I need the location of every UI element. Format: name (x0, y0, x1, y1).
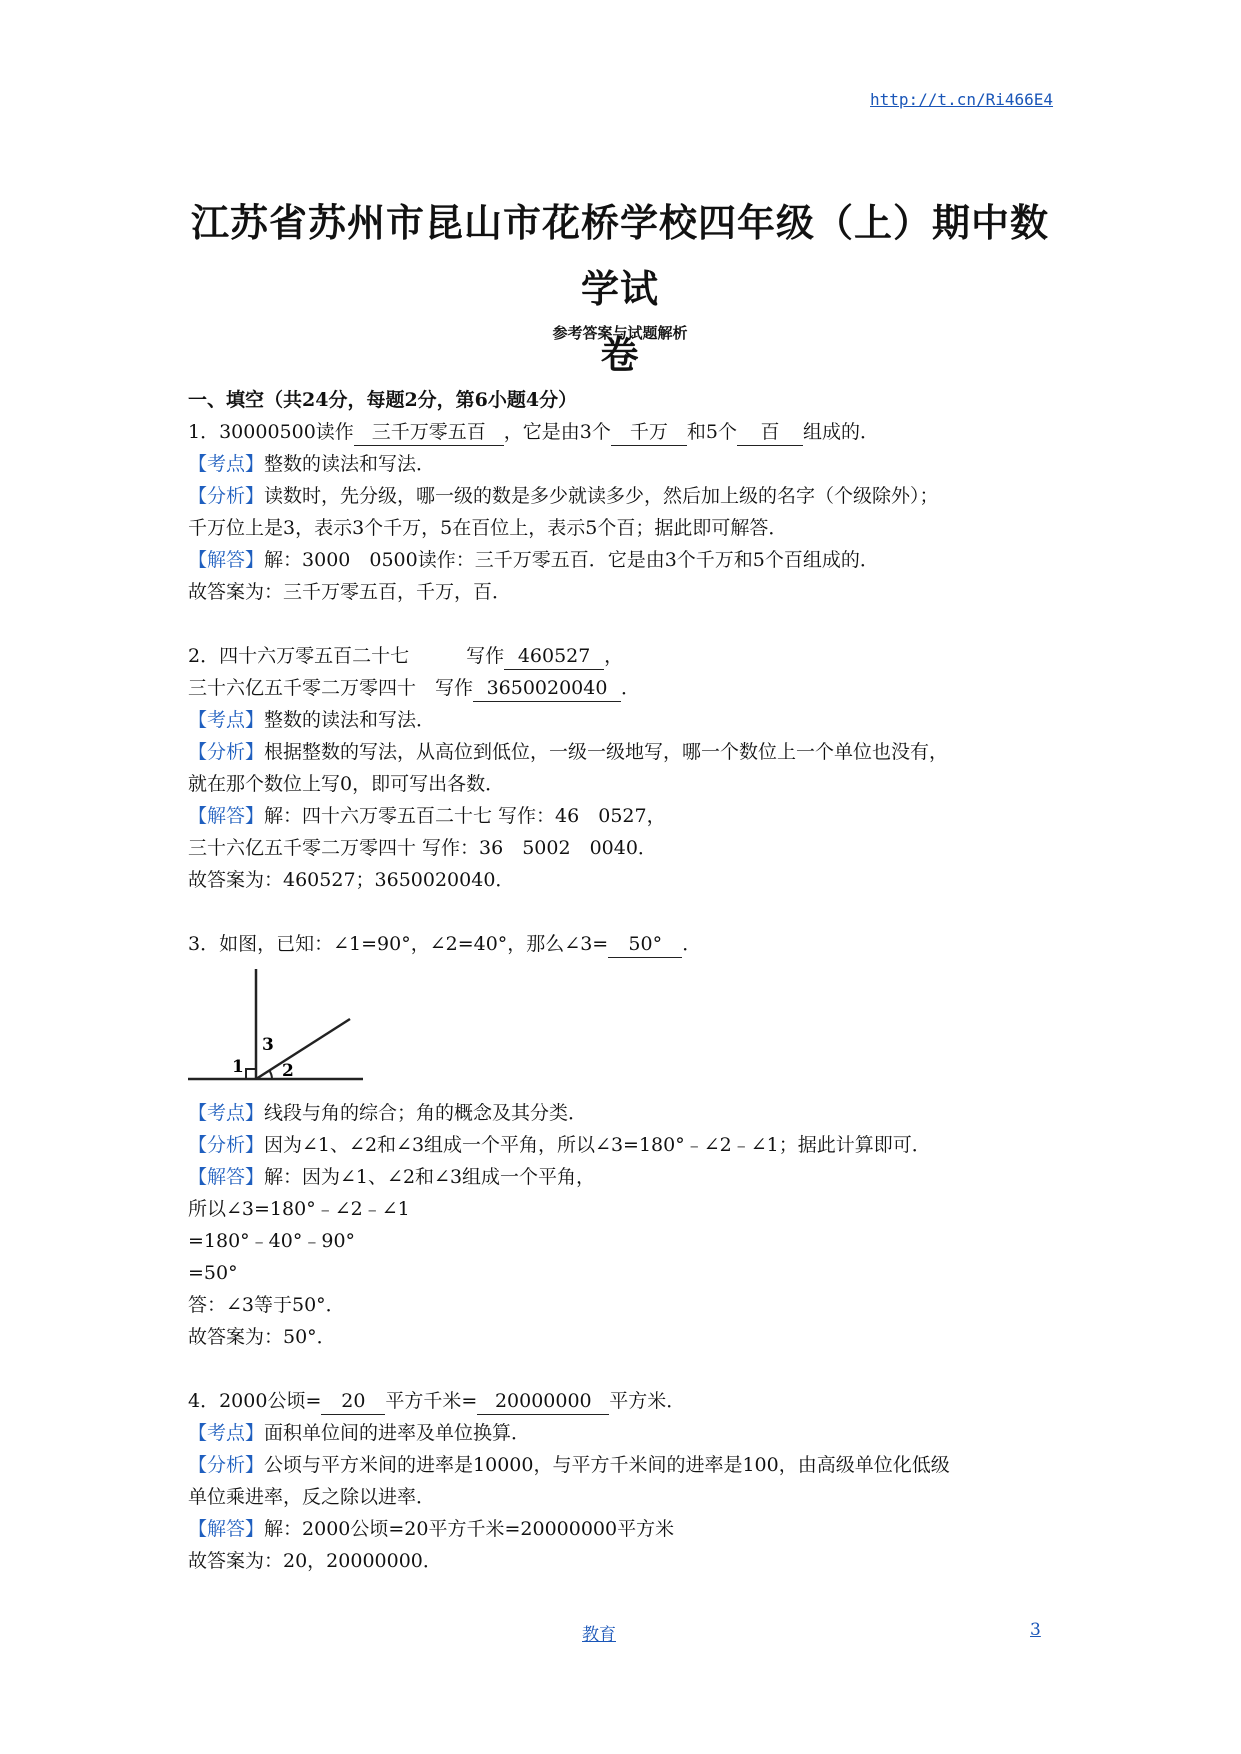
q2-line1-prefix: 2．四十六万零五百二十七 写作 (188, 645, 505, 667)
q4-answer: 故答案为：20，20000000． (188, 1550, 442, 1572)
q2-kaodian-text: 整数的读法和写法． (264, 709, 436, 731)
fenxi-tag: 【分析】 (188, 741, 265, 763)
q3-step-1: 所以∠3=180°﹣∠2﹣∠1 (188, 1198, 410, 1220)
q1-suffix: 组成的． (802, 421, 879, 443)
jieda-tag: 【解答】 (188, 1166, 265, 1188)
q3-suffix: ． (682, 933, 702, 955)
q4-jieda (188, 1513, 1068, 1545)
q2-blank-2: 3650020040 (473, 675, 621, 702)
page-number: 3 (1030, 1620, 1041, 1640)
angle-arc (269, 1070, 272, 1079)
fenxi-tag: 【分析】 (188, 1454, 265, 1476)
q2-answer: 故答案为：460527；3650020040． (188, 869, 515, 891)
q1-fenxi (188, 480, 1068, 512)
q4-mid-1: 平方千米= (385, 1390, 478, 1412)
q1-jieda-text: 解：3000 0500读作：三千万零五百．它是由3个千万和5个百组成的． (264, 549, 879, 571)
question-4 (188, 1385, 1068, 1417)
q3-jieda-text: 解：因为∠1、∠2和∠3组成一个平角， (264, 1166, 596, 1188)
fenxi-tag: 【分析】 (188, 485, 265, 507)
page-title (185, 190, 1055, 388)
jieda-tag: 【解答】 (188, 805, 265, 827)
fenxi-tag: 【分析】 (188, 1134, 265, 1156)
q2-fenxi-text-1: 根据整数的写法，从高位到低位，一级一级地写，哪一个数位上一个单位也没有， (264, 741, 949, 763)
kaodian-tag: 【考点】 (188, 453, 265, 475)
q4-jieda-text: 解：2000公顷=20平方千米=20000000平方米 (264, 1518, 675, 1540)
angle-label-1: 1 (232, 1057, 244, 1077)
q2-line1-suffix: ， (604, 645, 624, 667)
q1-kaodian-text: 整数的读法和写法． (264, 453, 436, 475)
q3-fenxi-text: 因为∠1、∠2和∠3组成一个平角，所以∠3=180°﹣∠2﹣∠1；据此计算即可． (264, 1134, 931, 1156)
q2-line2-prefix: 三十六亿五千零二万零四十 写作 (188, 677, 474, 699)
q4-prefix: 4．2000公顷= (188, 1390, 322, 1412)
q2-kaodian (188, 704, 1068, 736)
q1-mid-2: 和5个 (686, 421, 737, 443)
angle-diagram (188, 964, 368, 1089)
q2-fenxi-cont: 就在那个数位上写0，即可写出各数． (188, 773, 505, 795)
question-2-line1 (188, 640, 1068, 672)
q1-answer: 故答案为：三千万零五百，千万，百． (188, 581, 512, 603)
q3-kaodian (188, 1097, 1068, 1129)
q3-kaodian-text: 线段与角的综合；角的概念及其分类． (264, 1102, 588, 1124)
angle-label-3: 3 (262, 1035, 274, 1055)
footer-link[interactable]: 教育 (582, 1625, 616, 1645)
q1-kaodian (188, 448, 1068, 480)
q2-line2-suffix: ． (621, 677, 641, 699)
jieda-tag: 【解答】 (188, 1518, 265, 1540)
q1-blank-3: 百 (737, 419, 803, 446)
q3-step-2: =180°﹣40°﹣90° (188, 1230, 356, 1252)
q2-blank-1: 460527 (504, 643, 604, 670)
jieda-tag: 【解答】 (188, 549, 265, 571)
q3-blank-1: 50° (608, 931, 682, 958)
right-angle-marker (246, 1069, 256, 1079)
question-1 (188, 416, 1068, 448)
q4-fenxi-cont: 单位乘进率，反之除以进率． (188, 1486, 436, 1508)
kaodian-tag: 【考点】 (188, 709, 265, 731)
q3-jieda (188, 1161, 1068, 1193)
kaodian-tag: 【考点】 (188, 1422, 265, 1444)
q4-blank-1: 20 (321, 1388, 385, 1415)
q1-mid-1: ，它是由3个 (503, 421, 611, 443)
q4-suffix: 平方米． (609, 1390, 686, 1412)
q2-jieda-cont: 三十六亿五千零二万零四十 写作：36 5002 0040． (188, 837, 657, 859)
angle-label-2: 2 (282, 1061, 294, 1081)
question-3 (188, 928, 1068, 960)
q1-fenxi-text-1: 读数时，先分级，哪一级的数是多少就读多少，然后加上级的名字（个级除外）； (264, 485, 939, 507)
q2-fenxi (188, 736, 1068, 768)
q1-fenxi-cont: 千万位上是3，表示3个千万，5在百位上，表示5个百；据此即可解答． (188, 517, 788, 539)
q4-fenxi-text-1: 公顷与平方米间的进率是10000，与平方千米间的进率是100，由高级单位化低级 (264, 1454, 950, 1476)
question-2-line2 (188, 672, 1068, 704)
q2-jieda-text-1: 解：四十六万零五百二十七 写作：46 0527， (264, 805, 666, 827)
q1-blank-1: 三千万零五百 (354, 419, 504, 446)
q3-fenxi (188, 1129, 1068, 1161)
q1-blank-2: 千万 (611, 419, 687, 446)
q4-blank-2: 20000000 (477, 1388, 609, 1415)
q3-step-4: 答：∠3等于50°． (188, 1294, 345, 1316)
q4-fenxi (188, 1449, 1068, 1481)
q1-prefix: 1．30000500读作 (188, 421, 354, 443)
page-title-line1: 江苏省苏州市昆山市花桥学校四年级（上）期中数学试 (190, 200, 1049, 311)
q3-step-3: =50° (188, 1262, 238, 1284)
kaodian-tag: 【考点】 (188, 1102, 265, 1124)
angle-figure (188, 964, 368, 1089)
header-link[interactable]: http://t.cn/Ri466E4 (870, 90, 1054, 109)
page-title-line2: 卷 (600, 332, 640, 377)
page-subtitle: 参考答案与试题解析 (552, 324, 688, 342)
q4-kaodian-text: 面积单位间的进率及单位换算． (264, 1422, 531, 1444)
q1-jieda (188, 544, 1068, 576)
q2-jieda (188, 800, 1068, 832)
q4-kaodian (188, 1417, 1068, 1449)
q3-prefix: 3．如图，已知：∠1=90°，∠2=40°，那么∠3= (188, 933, 609, 955)
document-content (188, 384, 1068, 1577)
q3-answer: 故答案为：50°． (188, 1326, 336, 1348)
section-heading: 一、填空（共24分，每题2分，第6小题4分） (188, 389, 578, 411)
